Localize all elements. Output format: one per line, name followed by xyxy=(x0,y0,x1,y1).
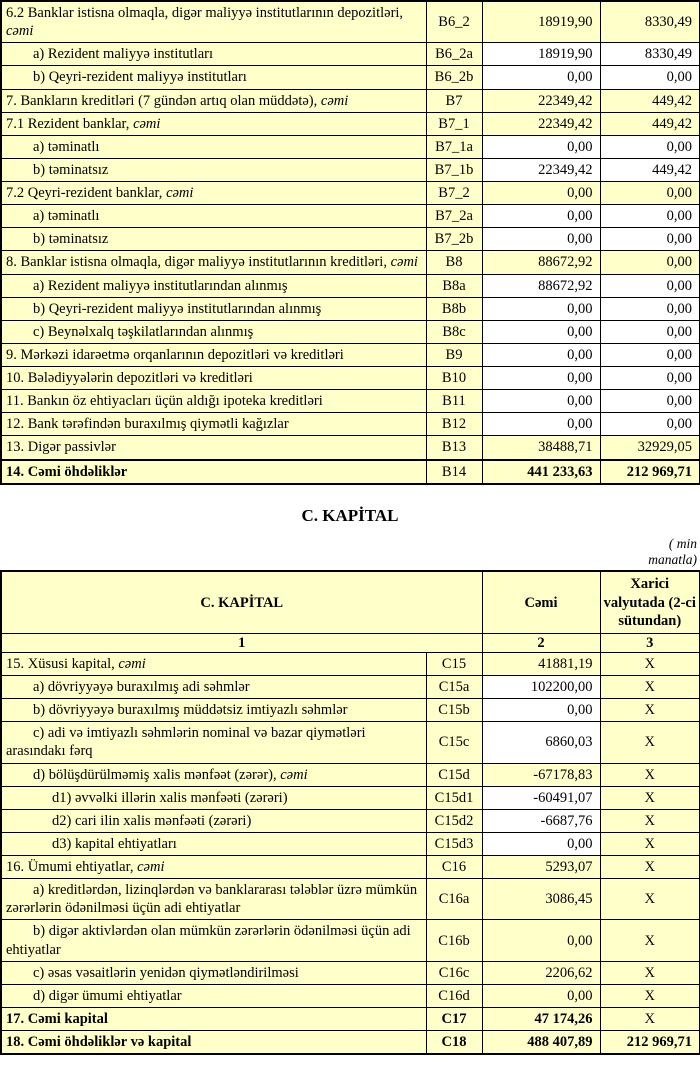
table-row xyxy=(1,135,700,158)
capital-numbering-row xyxy=(1,633,700,652)
row-value-total: 38488,71 xyxy=(482,436,600,460)
row-label-text: a) Rezident maliyyə institutları xyxy=(33,46,213,63)
row-label-text: 7.1 Rezident banklar, xyxy=(6,115,130,132)
table-row xyxy=(1,343,700,366)
row-value-total: 41881,19 xyxy=(482,652,600,675)
row-label-text: a) dövriyyəyə buraxılmış adi səhmlər xyxy=(33,679,250,696)
row-label-text: b) Qeyri-rezident maliyyə institutlarından alınmış xyxy=(33,300,322,317)
row-value-foreign: 0,00 xyxy=(600,205,700,228)
row-code: C15 xyxy=(426,652,482,675)
row-label xyxy=(1,205,426,228)
row-label xyxy=(1,66,426,89)
table-row xyxy=(1,879,700,920)
row-value-total: 47 174,26 xyxy=(482,1007,600,1030)
row-value-foreign: 0,00 xyxy=(600,274,700,297)
row-label xyxy=(1,251,426,274)
row-code: C16c xyxy=(426,961,482,984)
row-label xyxy=(1,652,426,675)
capital-table-head xyxy=(1,571,700,652)
row-value-foreign: 0,00 xyxy=(600,182,700,205)
row-label-text: 14. Cəmi öhdəliklər xyxy=(6,463,128,480)
row-value-total: 3086,45 xyxy=(482,879,600,920)
row-label xyxy=(1,722,426,763)
row-label xyxy=(1,343,426,366)
row-label xyxy=(1,1,426,43)
row-value-total: 5293,07 xyxy=(482,856,600,879)
capital-table xyxy=(0,570,700,1055)
column-number-2: 2 xyxy=(482,633,600,652)
row-label xyxy=(1,135,426,158)
row-value-foreign: 0,00 xyxy=(600,228,700,251)
row-code: B7_2b xyxy=(426,228,482,251)
row-value-foreign: 0,00 xyxy=(600,343,700,366)
table-row xyxy=(1,832,700,855)
row-value-total: 2206,62 xyxy=(482,961,600,984)
table-row xyxy=(1,43,700,66)
row-label-italic: cəmi xyxy=(162,185,194,201)
row-value-foreign: X xyxy=(600,786,700,809)
row-code: B7 xyxy=(426,89,482,112)
row-value-foreign: X xyxy=(600,961,700,984)
row-value-total: 22349,42 xyxy=(482,89,600,112)
row-code: C16d xyxy=(426,984,482,1007)
row-label-text: 12. Bank tərəfindən buraxılmış qiymətli kağızlar xyxy=(6,416,289,433)
row-label xyxy=(1,1007,426,1030)
row-value-foreign: 0,00 xyxy=(600,251,700,274)
row-label xyxy=(1,112,426,135)
row-code: B7_1b xyxy=(426,158,482,181)
row-value-total: 22349,42 xyxy=(482,112,600,135)
row-label-text: 8. Banklar istisna olmaqla, digər maliyyə institutlarının kreditləri, xyxy=(6,254,387,271)
table-row xyxy=(1,182,700,205)
row-label xyxy=(1,43,426,66)
row-value-foreign: X xyxy=(600,809,700,832)
row-value-total: 0,00 xyxy=(482,182,600,205)
row-value-foreign: 8330,49 xyxy=(600,1,700,43)
row-value-total: 0,00 xyxy=(482,984,600,1007)
table-row xyxy=(1,961,700,984)
row-label xyxy=(1,763,426,786)
row-code: C15d xyxy=(426,763,482,786)
row-value-total: 88672,92 xyxy=(482,274,600,297)
unit-note: ( min manatla) xyxy=(648,535,697,567)
row-label xyxy=(1,274,426,297)
row-value-total: 22349,42 xyxy=(482,158,600,181)
row-value-total: 0,00 xyxy=(482,920,600,961)
row-value-total: 0,00 xyxy=(482,205,600,228)
row-value-total: 0,00 xyxy=(482,228,600,251)
row-value-total: -60491,07 xyxy=(482,786,600,809)
row-label-text: d3) kapital ehtiyatları xyxy=(52,835,177,852)
row-value-total: 488 407,89 xyxy=(482,1031,600,1055)
row-label xyxy=(1,984,426,1007)
column-number-1: 1 xyxy=(1,633,482,652)
row-value-foreign: X xyxy=(600,763,700,786)
row-value-total: 0,00 xyxy=(482,66,600,89)
row-value-total: 0,00 xyxy=(482,367,600,390)
row-value-foreign: 0,00 xyxy=(600,66,700,89)
row-value-total: 88672,92 xyxy=(482,251,600,274)
row-value-foreign: X xyxy=(600,984,700,1007)
row-value-foreign: 0,00 xyxy=(600,367,700,390)
row-label-text: 7. Bankların kreditləri (7 gündən artıq olan müddətə), xyxy=(6,92,318,109)
row-label-text: 11. Bankın öz ehtiyacları üçün aldığı ipoteka kreditləri xyxy=(6,393,323,410)
row-value-foreign: 212 969,71 xyxy=(600,460,700,484)
row-code: B7_1 xyxy=(426,112,482,135)
row-label xyxy=(1,182,426,205)
row-label xyxy=(1,390,426,413)
row-code: B11 xyxy=(426,390,482,413)
row-value-total: 0,00 xyxy=(482,343,600,366)
row-label-text: c) Beynəlxalq təşkilatlarından alınmış xyxy=(33,323,254,340)
row-value-foreign: 449,42 xyxy=(600,112,700,135)
table-row xyxy=(1,676,700,699)
row-label xyxy=(1,879,426,920)
row-label xyxy=(1,786,426,809)
table-row xyxy=(1,984,700,1007)
row-label xyxy=(1,297,426,320)
row-code: B8c xyxy=(426,320,482,343)
row-value-foreign: 0,00 xyxy=(600,297,700,320)
row-value-total: 441 233,63 xyxy=(482,460,600,484)
row-value-total: -6687,76 xyxy=(482,809,600,832)
row-value-foreign: 0,00 xyxy=(600,135,700,158)
row-value-total: 0,00 xyxy=(482,297,600,320)
row-code: C15d1 xyxy=(426,786,482,809)
liabilities-table xyxy=(0,0,700,485)
row-label xyxy=(1,367,426,390)
row-code: B14 xyxy=(426,460,482,484)
row-label-italic: cəmi xyxy=(114,655,146,672)
row-code: B10 xyxy=(426,367,482,390)
capital-table-body xyxy=(1,652,700,1054)
row-label-text: 7.2 Qeyri-rezident banklar, xyxy=(6,185,163,201)
row-label-italic: cəmi xyxy=(133,859,165,876)
row-label xyxy=(1,920,426,961)
table-row xyxy=(1,367,700,390)
row-code: B9 xyxy=(426,343,482,366)
table-row xyxy=(1,856,700,879)
row-code: C15a xyxy=(426,676,482,699)
row-value-foreign: X xyxy=(600,920,700,961)
table-row xyxy=(1,786,700,809)
row-label-text: d2) cari ilin xalis mənfəəti (zərəri) xyxy=(52,812,252,829)
row-code: C17 xyxy=(426,1007,482,1030)
row-value-foreign: X xyxy=(600,676,700,699)
table-row xyxy=(1,1,700,43)
table-row xyxy=(1,390,700,413)
row-code: B7_2a xyxy=(426,205,482,228)
column-number-3: 3 xyxy=(600,633,700,652)
row-value-total: -67178,83 xyxy=(482,763,600,786)
row-label-text: 17. Cəmi kapital xyxy=(6,1010,108,1027)
row-label-italic: cəmi xyxy=(129,115,161,132)
row-label-text: b) təminatsız xyxy=(33,161,109,178)
table-row xyxy=(1,460,700,484)
row-code: C15c xyxy=(426,722,482,763)
row-value-total: 18919,90 xyxy=(482,43,600,66)
row-value-foreign: 212 969,71 xyxy=(600,1031,700,1055)
row-label-text: a) Rezident maliyyə institutlarından alınmış xyxy=(33,277,288,294)
row-label-text: b) digər aktivlərdən olan mümkün zərərlərin ödənilməsi üçün adi ehtiyatlar xyxy=(6,923,411,958)
row-value-total: 0,00 xyxy=(482,832,600,855)
row-value-foreign: X xyxy=(600,879,700,920)
row-value-total: 0,00 xyxy=(482,320,600,343)
row-label xyxy=(1,699,426,722)
row-code: B12 xyxy=(426,413,482,436)
row-code: B7_2 xyxy=(426,182,482,205)
row-label-italic: cəmi xyxy=(317,92,349,109)
table-row xyxy=(1,66,700,89)
row-value-foreign: X xyxy=(600,652,700,675)
row-value-total: 0,00 xyxy=(482,135,600,158)
table-row xyxy=(1,1031,700,1055)
row-value-foreign: 0,00 xyxy=(600,320,700,343)
table-row xyxy=(1,112,700,135)
row-value-total: 0,00 xyxy=(482,390,600,413)
row-label xyxy=(1,436,426,460)
capital-header-foreign: Xarici valyutada (2-ci sütundan) xyxy=(600,571,700,633)
row-label xyxy=(1,832,426,855)
row-code: B7_1a xyxy=(426,135,482,158)
row-label-text: a) kreditlərdən, lizinqlərdən və banklararası tələblər üzrə mümkün zərərlərin ödənilməsi üçün adi ehtiyatlar xyxy=(6,882,418,917)
row-code: C16 xyxy=(426,856,482,879)
row-label-text: b) dövriyyəyə buraxılmış müddətsiz imtiyazlı səhmlər xyxy=(33,702,348,719)
table-row xyxy=(1,436,700,460)
row-code: C16b xyxy=(426,920,482,961)
table-row xyxy=(1,251,700,274)
row-value-foreign: 0,00 xyxy=(600,413,700,436)
row-code: C15d2 xyxy=(426,809,482,832)
table-row xyxy=(1,809,700,832)
row-label-text: c) əsas vəsaitlərin yenidən qiymətləndirilməsi xyxy=(33,964,299,981)
row-label-italic: cəmi xyxy=(386,254,418,271)
row-value-foreign: X xyxy=(600,856,700,879)
row-code: B13 xyxy=(426,436,482,460)
row-value-foreign: X xyxy=(600,1007,700,1030)
row-label-text: 13. Digər passivlər xyxy=(6,439,116,456)
row-code: B6_2b xyxy=(426,66,482,89)
row-label xyxy=(1,320,426,343)
row-value-total: 18919,90 xyxy=(482,1,600,43)
table-row xyxy=(1,320,700,343)
row-label-text: 10. Bələdiyyələrin depozitləri və kreditləri xyxy=(6,370,253,386)
row-code: B6_2a xyxy=(426,43,482,66)
table-row xyxy=(1,763,700,786)
row-value-foreign: 32929,05 xyxy=(600,436,700,460)
row-label xyxy=(1,158,426,181)
row-value-foreign: X xyxy=(600,722,700,763)
row-code: C15b xyxy=(426,699,482,722)
row-code: C16a xyxy=(426,879,482,920)
row-label-text: 15. Xüsusi kapital, xyxy=(6,655,115,672)
row-value-foreign: 449,42 xyxy=(600,158,700,181)
table-row xyxy=(1,722,700,763)
row-code: C18 xyxy=(426,1031,482,1055)
capital-header-title: C. KAPİTAL xyxy=(1,571,482,633)
row-label xyxy=(1,228,426,251)
row-value-foreign: 0,00 xyxy=(600,390,700,413)
table-row xyxy=(1,205,700,228)
row-label xyxy=(1,809,426,832)
row-label xyxy=(1,413,426,436)
row-value-foreign: 8330,49 xyxy=(600,43,700,66)
row-label xyxy=(1,89,426,112)
row-label-text: 9. Mərkəzi idarəetmə orqanlarının depozitləri və kreditləri xyxy=(6,346,344,363)
row-code: C15d3 xyxy=(426,832,482,855)
row-code: B8b xyxy=(426,297,482,320)
row-label-text: a) təminatlı xyxy=(33,208,100,225)
row-value-total: 0,00 xyxy=(482,699,600,722)
row-code: B6_2 xyxy=(426,1,482,43)
table-row xyxy=(1,158,700,181)
row-value-foreign: X xyxy=(600,832,700,855)
section-heading: C. KAPİTAL xyxy=(301,505,399,525)
row-label-text: b) təminatsız xyxy=(33,231,109,248)
row-label-text: a) təminatlı xyxy=(33,138,100,155)
row-label-text: c) adi və imtiyazlı səhmlərin nominal və bazar qiymətləri arasındakı fərq xyxy=(6,725,366,760)
row-label xyxy=(1,1031,426,1055)
table-row xyxy=(1,652,700,675)
row-label xyxy=(1,961,426,984)
row-label-text: 18. Cəmi öhdəliklər və kapital xyxy=(6,1034,192,1051)
table-row xyxy=(1,920,700,961)
row-value-foreign: 449,42 xyxy=(600,89,700,112)
table-row xyxy=(1,297,700,320)
table-row xyxy=(1,89,700,112)
row-label xyxy=(1,676,426,699)
row-label xyxy=(1,460,426,484)
row-code: B8 xyxy=(426,251,482,274)
table-row xyxy=(1,228,700,251)
row-label-text: d) bölüşdürülməmiş xalis mənfəət (zərər), xyxy=(33,766,277,783)
row-value-total: 0,00 xyxy=(482,413,600,436)
table-row xyxy=(1,1007,700,1030)
capital-header-total: Cəmi xyxy=(482,571,600,633)
row-label-text: 6.2 Banklar istisna olmaqla, digər maliyyə institutlarının depozitləri, xyxy=(6,5,404,21)
row-label xyxy=(1,856,426,879)
row-value-total: 6860,03 xyxy=(482,722,600,763)
row-value-foreign: X xyxy=(600,699,700,722)
capital-header-row xyxy=(1,571,700,633)
row-label-italic: cəmi xyxy=(276,766,308,783)
row-label-italic: cəmi xyxy=(6,23,34,40)
row-code: B8a xyxy=(426,274,482,297)
row-label-text: d) digər ümumi ehtiyatlar xyxy=(33,987,182,1004)
table-row xyxy=(1,413,700,436)
row-label-text: 16. Ümumi ehtiyatlar, xyxy=(6,859,134,876)
table-row xyxy=(1,699,700,722)
row-label-text: b) Qeyri-rezident maliyyə institutları xyxy=(33,69,247,86)
row-value-total: 102200,00 xyxy=(482,676,600,699)
row-label-text: d1) əvvəlki illərin xalis mənfəəti (zərəri) xyxy=(52,789,288,806)
table-row xyxy=(1,274,700,297)
liabilities-table-body xyxy=(1,1,700,484)
